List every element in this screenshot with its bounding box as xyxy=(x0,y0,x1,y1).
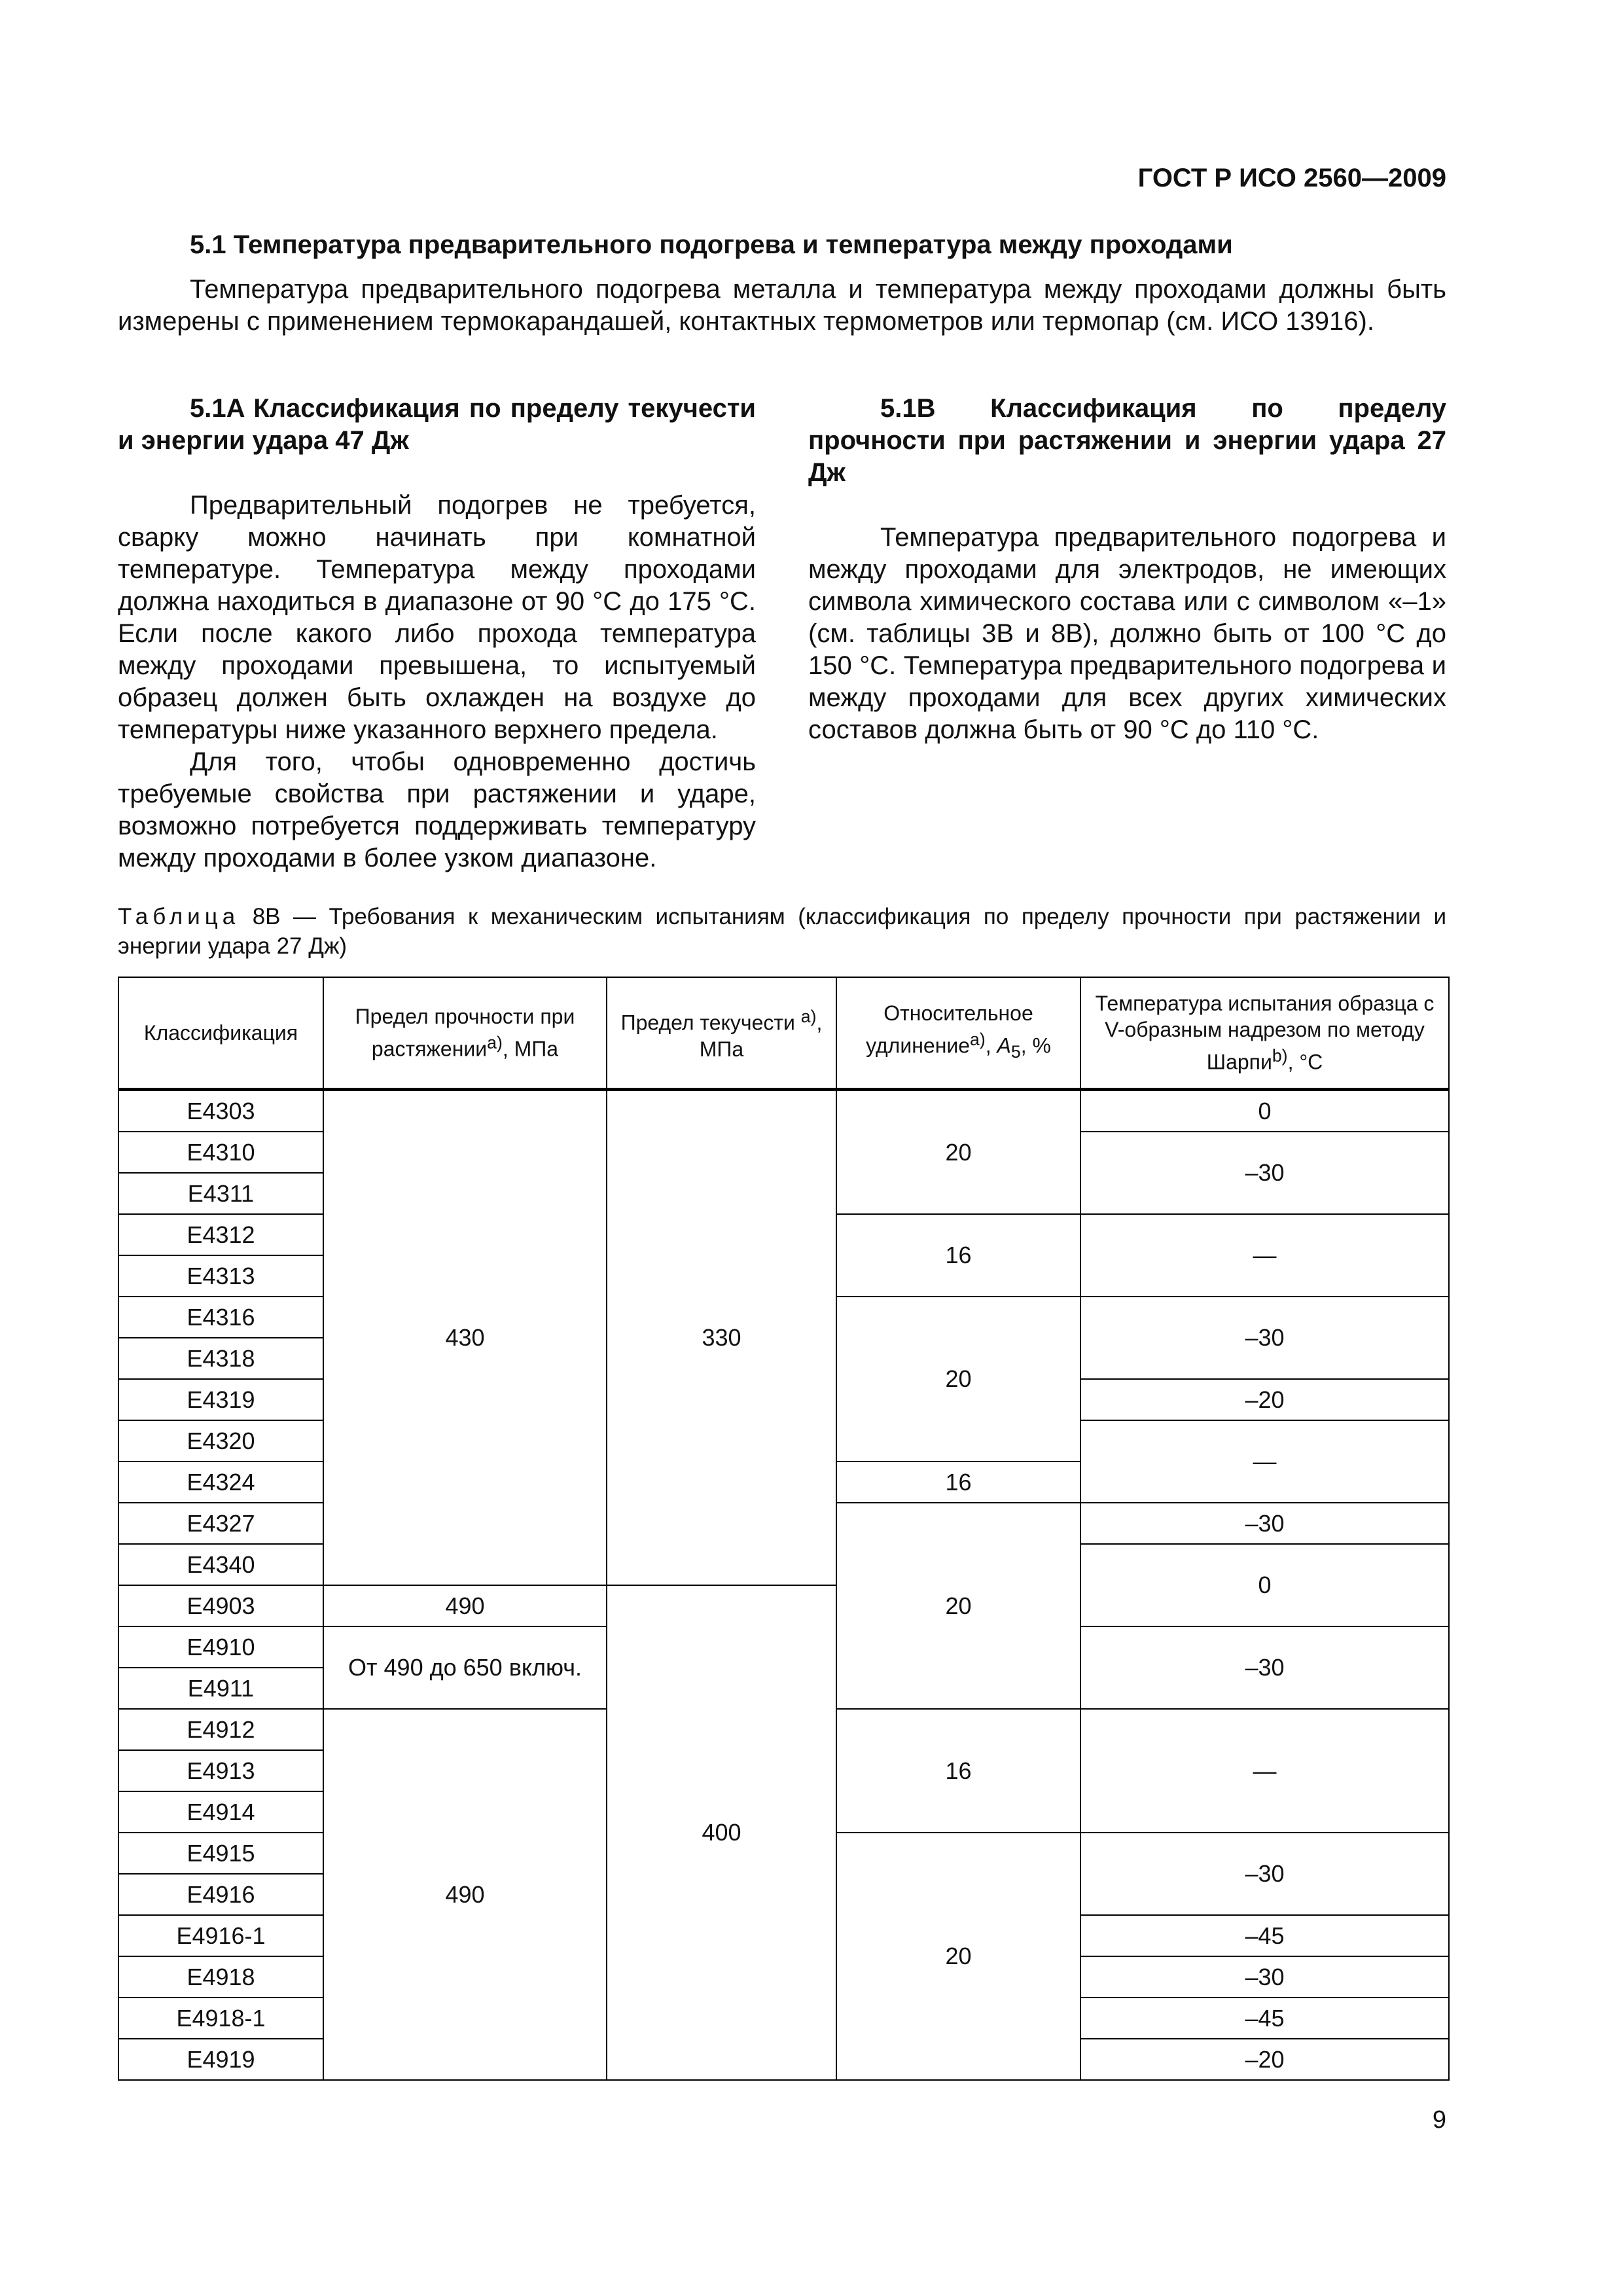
header-elongation: Относительное удлинение$^{a)}$, $A_5$, % xyxy=(836,977,1080,1090)
requirements-table xyxy=(118,977,1450,2081)
tensile-cell: 490 xyxy=(323,1585,607,1626)
temperature-cell: — xyxy=(1080,1420,1449,1503)
classification-cell: E4320 xyxy=(118,1420,323,1462)
table-caption xyxy=(118,902,1446,961)
classification-cell: E4910 xyxy=(118,1626,323,1668)
elongation-cell: 20 xyxy=(836,1297,1080,1462)
classification-cell: E4318 xyxy=(118,1338,323,1379)
classification-cell: E4903 xyxy=(118,1585,323,1626)
right-paragraph-1: Температура предварительного подогрева и между проходами для электродов, не имеющих символа химического состава или с символом «–1» (см. таблицы 3B и 8B), должно быть от 100 °C до 150 °C. Температура предварительного подогрева и между проходами для всех других химических составов должна быть от 90 °C до 110 °C. xyxy=(808,523,1446,744)
table-header-row xyxy=(118,977,1449,1090)
classification-cell: E4912 xyxy=(118,1709,323,1750)
header-classification: Классификация xyxy=(118,977,323,1090)
yield-cell: 330 xyxy=(607,1090,836,1586)
elongation-cell: 16 xyxy=(836,1709,1080,1833)
classification-cell: E4303 xyxy=(118,1090,323,1132)
right-heading: 5.1B Классификация по пределу прочности при растяжении и энергии удара 27 Дж xyxy=(808,394,1446,487)
temperature-cell: –20 xyxy=(1080,1379,1449,1420)
temperature-cell: –45 xyxy=(1080,1915,1449,1956)
classification-cell: E4916-1 xyxy=(118,1915,323,1956)
classification-cell: E4324 xyxy=(118,1462,323,1503)
document-header: ГОСТ Р ИСО 2560—2009 xyxy=(1137,164,1446,192)
section-title: 5.1 Температура предварительного подогрева и температура между проходами xyxy=(190,230,1233,259)
classification-cell: E4313 xyxy=(118,1255,323,1297)
elongation-cell: 16 xyxy=(836,1462,1080,1503)
classification-cell: E4914 xyxy=(118,1791,323,1833)
classification-cell: E4919 xyxy=(118,2039,323,2080)
temperature-cell: 0 xyxy=(1080,1090,1449,1132)
classification-cell: E4312 xyxy=(118,1214,323,1255)
tensile-cell: 490 xyxy=(323,1709,607,2080)
classification-cell: E4310 xyxy=(118,1132,323,1173)
classification-cell: E4319 xyxy=(118,1379,323,1420)
temperature-cell: –30 xyxy=(1080,1297,1449,1379)
classification-cell: E4327 xyxy=(118,1503,323,1544)
temperature-cell: –30 xyxy=(1080,1956,1449,1998)
temperature-cell: — xyxy=(1080,1214,1449,1297)
table-row xyxy=(118,1090,1449,1132)
classification-cell: E4913 xyxy=(118,1750,323,1791)
temperature-cell: –45 xyxy=(1080,1998,1449,2039)
header-yield: Предел текучести $^{a)}$, МПа xyxy=(607,977,836,1090)
classification-cell: E4918-1 xyxy=(118,1998,323,2039)
tensile-cell: От 490 до 650 включ. xyxy=(323,1626,607,1709)
classification-cell: E4916 xyxy=(118,1874,323,1915)
tensile-cell: 430 xyxy=(323,1090,607,1586)
classification-cell: E4918 xyxy=(118,1956,323,1998)
left-paragraph-1: Предварительный подогрев не требуется, сварку можно начинать при комнатной температуре. Температура между проходами должна находиться в диапазоне от 90 °C до 175 °C. Если после какого либо прохода температура между проходами превышена, то испытуемый образец должен быть охлажден на воздухе до температуры ниже указанного верхнего предела. xyxy=(118,491,756,744)
right-column xyxy=(808,393,1446,746)
temperature-cell: –20 xyxy=(1080,2039,1449,2080)
section-intro xyxy=(118,274,1446,338)
temperature-cell: –30 xyxy=(1080,1833,1449,1915)
temperature-cell: –30 xyxy=(1080,1626,1449,1709)
header-tensile: Предел прочности при растяжении$^{a)}$, МПа xyxy=(323,977,607,1090)
classification-cell: E4911 xyxy=(118,1668,323,1709)
table-caption-label: Таблица xyxy=(118,904,240,929)
temperature-cell: — xyxy=(1080,1709,1449,1833)
temperature-cell: –30 xyxy=(1080,1503,1449,1544)
left-heading: 5.1A Классификация по пределу текучести и энергии удара 47 Дж xyxy=(118,394,756,455)
page-number: 9 xyxy=(1432,2106,1446,2134)
yield-cell: 400 xyxy=(607,1585,836,2080)
temperature-cell: 0 xyxy=(1080,1544,1449,1626)
classification-cell: E4316 xyxy=(118,1297,323,1338)
left-column xyxy=(118,393,756,874)
elongation-cell: 20 xyxy=(836,1090,1080,1215)
elongation-cell: 20 xyxy=(836,1503,1080,1709)
temperature-cell: –30 xyxy=(1080,1132,1449,1214)
intro-paragraph: Температура предварительного подогрева металла и температура между проходами должны быть измерены с применением термокарандашей, контактных термометров или термопар (см. ИСО 13916). xyxy=(118,275,1446,336)
header-test-temperature: Температура испытания образца с V-образным надрезом по методу Шарпи$^{b)}$, °C xyxy=(1080,977,1449,1090)
classification-cell: E4915 xyxy=(118,1833,323,1874)
elongation-cell: 16 xyxy=(836,1214,1080,1297)
classification-cell: E4311 xyxy=(118,1173,323,1214)
left-paragraph-2: Для того, чтобы одновременно достичь требуемые свойства при растяжении и ударе, возможно потребуется поддерживать температуру между проходами в более узком диапазоне. xyxy=(118,747,756,872)
elongation-cell: 20 xyxy=(836,1833,1080,2080)
table-caption-text: 8B — Требования к механическим испытаниям (классификация по пределу прочности при растяжении и энергии удара 27 Дж) xyxy=(118,904,1446,959)
classification-cell: E4340 xyxy=(118,1544,323,1585)
